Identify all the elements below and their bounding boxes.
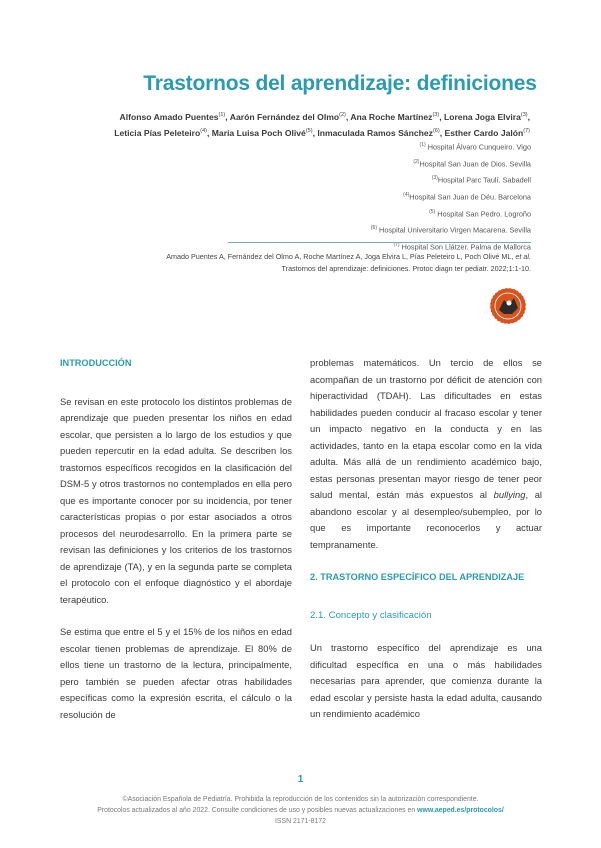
aep-emblem-icon <box>488 286 528 326</box>
author: Ana Roche Martínez$^{(3)}$, <box>350 111 444 122</box>
right-column <box>310 355 542 739</box>
footer-update-note: Protocolos actualizados al año 2022. Consulte condiciones de uso y posibles nuevas actualizaciones en www.aeped.es/protocolos/ <box>97 807 504 814</box>
paragraph: Se revisan en este protocolo los distintos problemas de aprendizaje que pueden presentar los niños en edad escolar, que persisten a lo largo de los estudios y que pueden repercutir en la edad adulta. Se describen los trastornos específicos recogidos en la clasificación del DSM-5 y otros trastornos no contemplados en ella pero que es importante conocer por su incidencia, por tener características propias o por estar asociados a otros procesos del neurodesarrollo. En la primera parte se revisan las definiciones y los criterios de los trastornos de aprendizaje (TA), y en la segunda parte se completa el protocolo con el enfoque diagnóstico y el abordaje terapéutico. <box>60 395 292 605</box>
author: Inmaculada Ramos Sánchez$^{(6)}$, <box>317 127 445 138</box>
affiliation: $^{(1)}$ Hospital Álvaro Cunqueiro. Vigo <box>419 142 531 152</box>
affiliation: $^{(5)}$ Hospital San Pedro. Logroño <box>429 208 531 218</box>
citation-line-2: Trastornos del aprendizaje: definiciones. Protoc diagn ter pediatr. 2022;1:1-10. <box>281 264 531 273</box>
paragraph: Un trastorno específico del aprendizaje es una dificultad específica en una o más habilidades necesarias para aprender, que comienza durante la edad escolar y persiste hasta la edad adulta, causando un rendimiento académico <box>310 642 542 719</box>
protocols-link[interactable]: www.aeped.es/protocolos/ <box>417 807 504 814</box>
page-title: Trastornos del aprendizaje: definiciones <box>143 72 537 95</box>
affiliation: $^{(6)}$ Hospital Universitario Virgen Macarena. Sevilla <box>370 225 531 235</box>
affiliation: $^{(3)}$Hospital Parc Taulí. Sabadell <box>431 175 531 185</box>
author: Aarón Fernández del Olmo$^{(2)}$, <box>229 111 351 122</box>
affiliation: $^{(2)}$Hospital San Juan de Dios. Sevilla <box>413 158 531 169</box>
author: María Luisa Poch Olivé$^{(5)}$, <box>211 127 318 138</box>
paragraph: Se estima que entre el 5 y el 15% de los niños en edad escolar tienen problemas de aprendizaje. El 80% de ellos tiene un trastorno de la lectura, principalmente, pero también se pueden afectar otras habilidades específicas como la expresión escrita, el cálculo o la resolución de <box>60 626 292 720</box>
page-number: 1 <box>297 774 304 785</box>
author: Lorena Joga Elvira$^{(3)}$, <box>443 111 530 122</box>
footer-issn: ISSN 2171-8172 <box>275 818 326 825</box>
footer <box>0 794 601 827</box>
author: Alfonso Amado Puentes$^{(1)}$, <box>119 111 230 122</box>
left-column <box>60 355 292 739</box>
divider <box>228 242 531 243</box>
author: Leticia Pías Peleteiro$^{(4)}$, <box>114 127 212 138</box>
author-list <box>40 108 530 140</box>
affiliation: $^{(7)}$ Hospital Son Llátzer. Palma de Mallorca <box>393 241 531 252</box>
citation <box>110 251 531 275</box>
affiliation: $^{(4)}$Hospital San Juan de Déu. Barcelona <box>403 191 531 202</box>
affiliation-list <box>280 138 531 254</box>
paragraph: problemas matemáticos. Un tercio de ellos se acompañan de un trastorno por déficit de atención con hiperactividad (TDAH). Las dificultades en estas habilidades pueden conducir al fracaso escolar y tener un impacto negativo en la conducta y en las actividades, tanto en la etapa escolar como en la vida adulta. Más allá de un rendimiento académico bajo, estas personas presentan mayor riesgo de tener peor salud mental, están más expuestos al bullying, al abandono escolar y al desempleo/subempleo, por lo que es importante reconocerlos y actuar tempranamente. <box>310 357 542 550</box>
author-line-1 <box>40 108 530 124</box>
section-heading: 2. TRASTORNO ESPECÍFICO DEL APRENDIZAJE <box>310 572 525 582</box>
author: Esther Cardo Jalón$^{(7)}$ <box>444 127 530 138</box>
citation-line-1: Amado Puentes A, Fernández del Olmo A, Roche Martínez A, Joga Elvira L, Pías Peleteiro L, Poch Olivé ML, et al. <box>166 252 531 261</box>
section-heading: INTRODUCCIÓN <box>60 358 132 368</box>
footer-copyright: ©Asociación Española de Pediatría. Prohibida la reproducción de los contenidos sin la autorización correspondiente. <box>122 796 479 803</box>
subsection-heading: 2.1. Concepto y clasificación <box>310 609 432 621</box>
